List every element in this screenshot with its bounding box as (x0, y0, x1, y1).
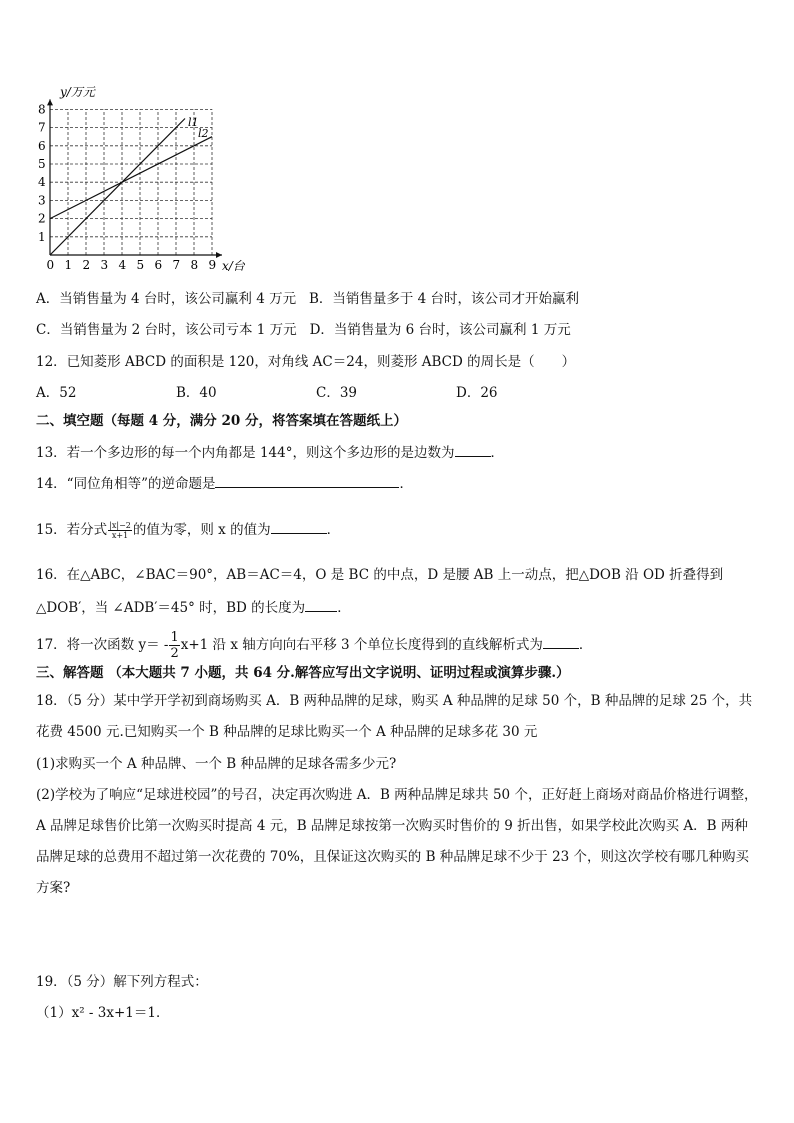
q13-text: 13．若一个多边形的每一个内角都是 144°，则这个多边形的是边数为 (36, 445, 455, 461)
q15-denominator: x+1 (111, 531, 129, 540)
y-tick-label: 1 (38, 229, 46, 244)
q11-option-a: A．当销售量为 4 台时，该公司赢利 4 万元 (36, 291, 297, 307)
q12-option-d: D．26 (456, 385, 498, 401)
graph-lines (50, 119, 212, 256)
q11-option-b: B．当销售量多于 4 台时，该公司才开始赢利 (308, 291, 580, 307)
q11-options-row2 (36, 321, 571, 339)
q18-line2: 花费 4500 元.已知购买一个 B 种品牌的足球比购买一个 A 种品牌的足球多花 30 元 (36, 724, 538, 740)
q14-answer-blank[interactable] (215, 473, 399, 488)
q12-option-c: C．39 (316, 385, 358, 401)
q16-end: ． (337, 600, 351, 616)
q18-part2-line3: 品牌足球的总费用不超过第一次花费的 70%，且保证这次购买的 B 种品牌足球不少于 23 个，则这次学校有哪几种购买 (36, 849, 750, 865)
x-tick-label: 7 (172, 258, 181, 272)
section-3-heading: 三、解答题 （本大题共 7 小题，共 64 分.解答应写出文字说明、证明过程或演算步骤.） (36, 665, 570, 681)
y-tick-label: 3 (38, 193, 46, 208)
q15-fraction (108, 521, 132, 540)
y-tick-label: 7 (38, 120, 46, 135)
section-2-heading: 二、填空题（每题 4 分，满分 20 分，将答案填在答题纸上） (36, 413, 407, 429)
q12-option-a: A．52 (36, 385, 77, 401)
series-label-l1: l1 (188, 116, 199, 129)
q14 (36, 473, 413, 493)
y-axis-label: y/万元 (60, 85, 95, 99)
x-axis-arrow (216, 252, 222, 258)
q12-option-b: B．40 (176, 385, 217, 401)
x-tick-label: 6 (154, 258, 163, 272)
q17-denominator: 2 (170, 646, 179, 661)
q11-option-d: D．当销售量为 6 台时，该公司赢利 1 万元 (309, 322, 571, 338)
q17-fraction (169, 630, 179, 661)
q17 (36, 630, 592, 661)
series-label-l2: l2 (198, 127, 209, 140)
q18-part1: (1)求购买一个 A 种品牌、一个 B 种品牌的足球各需多少元? (36, 756, 397, 772)
q15-answer-blank[interactable] (271, 519, 327, 534)
series-line-l1 (50, 119, 185, 256)
q12-options (36, 384, 498, 402)
x-tick-label: 0 (46, 258, 55, 272)
y-tick-label: 2 (38, 211, 46, 226)
q18-part2-line2: A 品牌足球售价比第一次购买时提高 4 元，B 品牌足球按第一次购买时售价的 9 折出售，如果学校此次购买 A．B 两种 (36, 818, 748, 834)
x-tick-label: 3 (100, 258, 109, 272)
x-tick-label: 1 (64, 258, 73, 272)
q11-options-row1 (36, 290, 579, 308)
q13-end: ． (490, 445, 504, 461)
q16-line1: 16．在△ABC，∠BAC＝90°，AB＝AC＝4，O 是 BC 的中点，D 是腰 AB 上一动点，把△DOB 沿 OD 折叠得到 (36, 567, 724, 583)
q13 (36, 442, 504, 462)
x-tick-label: 4 (118, 258, 127, 272)
q19-stem: 19．（5 分）解下列方程式： (36, 974, 208, 990)
y-tick-label: 8 (38, 102, 46, 117)
q19-part1: （1）x² - 3x+1＝1． (36, 1005, 170, 1021)
line-graph (30, 82, 260, 277)
q15 (36, 519, 340, 540)
q17-numerator: 1 (170, 630, 179, 645)
q17-end: ． (578, 637, 593, 653)
x-tick-label: 5 (136, 258, 145, 272)
y-axis-arrow (47, 99, 53, 105)
q16-answer-blank[interactable] (305, 597, 337, 612)
x-tick-label: 2 (82, 258, 91, 272)
q15-numerator: |x|−2 (109, 521, 131, 530)
x-axis-label: x/台 (222, 259, 245, 273)
q16-line2 (36, 597, 351, 617)
graph-grid (50, 109, 212, 255)
q17-text-post: x+1 沿 x 轴方向向右平移 3 个单位长度得到的直线解析式为 (180, 637, 543, 653)
y-tick-label: 4 (38, 175, 46, 190)
q14-end: ． (399, 476, 413, 492)
q17-answer-blank[interactable] (543, 634, 579, 649)
x-tick-label: 8 (190, 258, 199, 272)
q15-text-post: 的值为零，则 x 的值为 (132, 522, 271, 538)
y-tick-label: 6 (38, 138, 46, 153)
x-tick-label: 9 (208, 258, 217, 272)
q13-answer-blank[interactable] (455, 442, 491, 457)
q12-stem: 12．已知菱形 ABCD 的面积是 120，对角线 AC＝24，则菱形 ABCD 的周长是（ ） (36, 354, 576, 370)
series-line-l2 (50, 137, 212, 219)
q18-part2-line1: (2)学校为了响应“足球进校园”的号召，决定再次购进 A．B 两种品牌足球共 50 个，正好赶上商场对商品价格进行调整， (36, 787, 758, 803)
q18-part2-line4: 方案? (36, 880, 71, 896)
q18-line1: 18．（5 分）某中学开学初到商场购买 A．B 两种品牌的足球，购买 A 种品牌的足球 50 个，B 种品牌的足球 25 个，共 (36, 693, 753, 709)
y-tick-label: 5 (38, 157, 46, 171)
q17-text-pre: 17．将一次函数 y＝ - (36, 637, 169, 653)
q15-text-pre: 15．若分式 (36, 522, 108, 538)
q11-option-c: C．当销售量为 2 台时，该公司亏本 1 万元 (36, 322, 297, 338)
q15-end: ． (326, 522, 341, 538)
q14-text: 14．“同位角相等”的逆命题是 (36, 476, 216, 492)
q16-line2-text: △DOB′，当 ∠ADB′＝45° 时，BD 的长度为 (36, 600, 306, 616)
